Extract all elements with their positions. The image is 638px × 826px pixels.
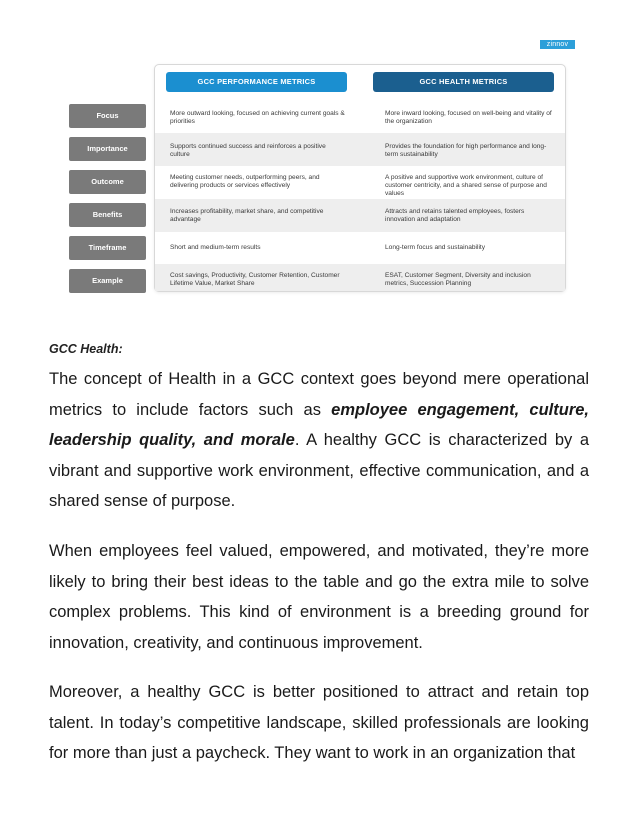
row-label-importance: Importance: [69, 137, 146, 161]
performance-cell: More outward looking, focused on achieving current goals & priorities: [170, 110, 345, 125]
row-label-outcome: Outcome: [69, 170, 146, 194]
paragraph-text: The concept of Health in a GCC context goes beyond mere operational metrics to include factors such as: [49, 370, 589, 419]
paragraph-text: . A healthy GCC is characterized by a vibrant and supportive work environment, effective communication, and a shared sense of purpose.: [49, 431, 589, 510]
row-label-timeframe: Timeframe: [69, 236, 146, 260]
health-cell: Long-term focus and sustainability: [385, 244, 486, 251]
performance-cell: Cost savings, Productivity, Customer Retention, Customer Lifetime Value, Market Share: [170, 272, 340, 287]
health-cell: Attracts and retains talented employees, fosters innovation and adaptation: [385, 208, 525, 223]
zinnov-logo: zinnov: [540, 40, 575, 49]
performance-cell: Increases profitability, market share, and competitive advantage: [170, 208, 324, 223]
row-label-benefits: Benefits: [69, 203, 146, 227]
health-cell: More inward looking, focused on well-being and vitality of the organization: [385, 110, 552, 125]
health-metrics-header: GCC HEALTH METRICS: [373, 72, 554, 92]
performance-cell: Supports continued success and reinforces a positive culture: [170, 143, 326, 158]
health-cell: A positive and supportive work environment, culture of customer centricity, and a shared sense of purpose and values: [385, 174, 547, 197]
section-title: GCC Health:: [49, 342, 123, 356]
paragraph-employees: When employees feel valued, empowered, and motivated, they’re more likely to bring their best ideas to the table and go the extra mile to solve complex problems. This kind of environment is a breeding ground for innovation, creativity, and continuous improvement.: [49, 542, 589, 652]
performance-cell: Short and medium-term results: [170, 244, 261, 251]
performance-metrics-header: GCC PERFORMANCE METRICS: [166, 72, 347, 92]
emphasis-text: employee engagement, culture, leadership quality, and morale: [49, 400, 590, 449]
health-cell: ESAT, Customer Segment, Diversity and inclusion metrics, Succession Planning: [385, 272, 531, 287]
row-label-example: Example: [69, 269, 146, 293]
row-label-focus: Focus: [69, 104, 146, 128]
health-cell: Provides the foundation for high performance and long-term sustainability: [385, 143, 547, 158]
paragraph-health-concept: [49, 364, 589, 517]
performance-cell: Meeting customer needs, outperforming peers, and delivering products or services effectively: [170, 174, 320, 189]
paragraph-talent: Moreover, a healthy GCC is better positioned to attract and retain top talent. In today’s competitive landscape, skilled professionals are looking for more than just a paycheck. They want to work in an organization that: [49, 683, 589, 762]
